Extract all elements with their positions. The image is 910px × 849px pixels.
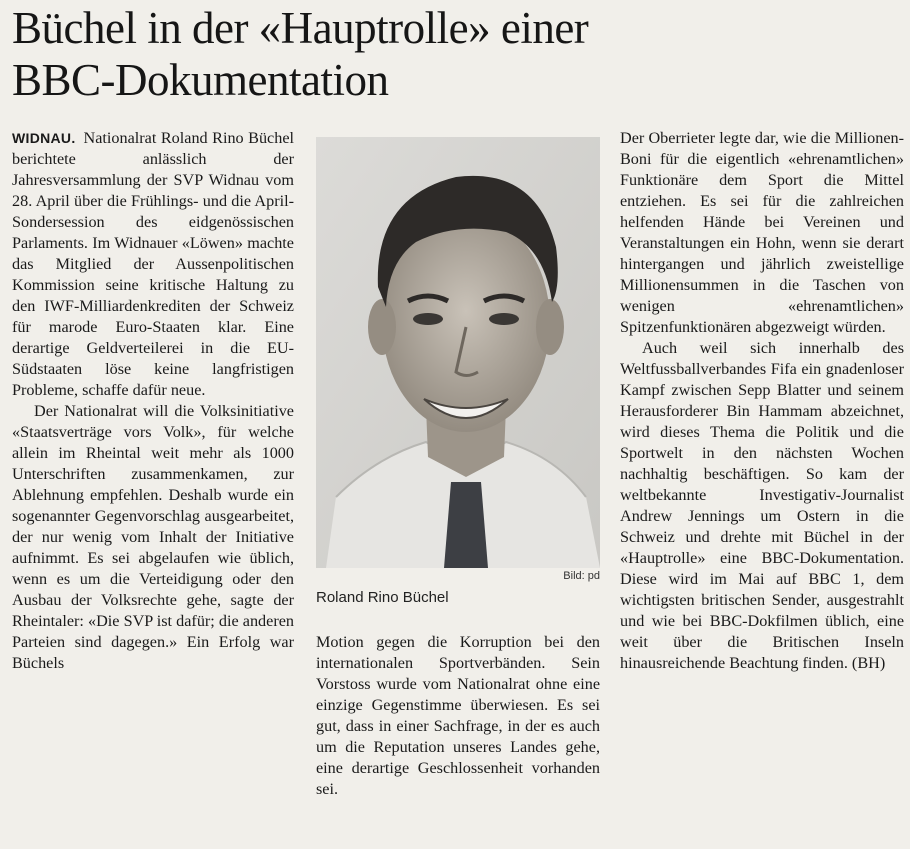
paragraph: Auch weil sich innerhalb des Weltfussballverbandes Fifa ein gnadenloser Kampf zwischen Sepp Blatter und seinem Herausforderer Bin Hammam abzeichnet, wird dieses Thema die Politik und die Sportwelt in den nächsten Wochen nachhaltig beschäftigen. So kam der weltbekannte Investigativ-Journalist Andrew Jennings um Ostern in die Schweiz und drehte mit Büchel in der «Hauptrolle» eine BBC-Dokumentation. Diese wird im Mai auf BBC 1, dem wichtigsten britischen Sender, ausgestrahlt und wie bei BBC-Dokfilmen üblich, eine weit über die Britischen Inseln hinausreichende Beachtung finden. (BH) bbox=[620, 339, 904, 672]
portrait-image bbox=[316, 137, 600, 568]
photo-caption: Roland Rino Büchel bbox=[316, 589, 449, 606]
paragraph: Der Oberrieter legte dar, wie die Millionen-Boni für die eigentlich «ehrenamtlichen» Funktionäre dem Sport die Mittel entziehen. Es sei für die zahlreichen helfenden Hände bei Vereinen und Veranstaltungen ein Hohn, wenn sie derart hintergangen und jährlich zweistellige Millionensummen in die Taschen von wenigen «ehrenamtlichen» Spitzenfunktionären abgezweigt würden. bbox=[620, 129, 904, 336]
headline-line-2: BBC-Dokumentation bbox=[12, 55, 389, 105]
dateline: WIDNAU. bbox=[12, 130, 76, 146]
headline-line-1: Büchel in der «Hauptrolle» einer bbox=[12, 3, 589, 53]
article-column-1 bbox=[12, 128, 294, 674]
paragraph-text: Nationalrat Roland Rino Büchel berichtete anlässlich der Jahresversammlung der SVP Widnau vom 28. April über die Frühlings- und die April-Sondersession des eidgenössischen Parlaments. Im Widnauer «Löwen» machte das Mitglied der Aussenpolitischen Kommission seine kritische Haltung zu den IWF-Milliardenkrediten der Schweiz für marode Euro-Staaten klar. Eine derartige Geldverteilerei in die EU-Südstaaten löse keine langfristigen Probleme, schaffe dafür neue. bbox=[12, 129, 294, 399]
paragraph: Der Nationalrat will die Volksinitiative «Staatsverträge vors Volk», für welche allein im Rheintal weit mehr als 1000 Unterschriften zusammenkamen, zur Ablehnung empfehlen. Deshalb wurde ein sogenannter Gegenvorschlag ausgearbeitet, der nur wenig vom Inhalt der Initiative aufnimmt. Es sei abgelaufen wie üblich, wenn es um die Verteidigung oder den Ausbau der Volksrechte gehe, sagte der Rheintaler: «Die SVP ist dafür; die anderen Parteien sind dagegen.» Ein Erfolg war Büchels bbox=[12, 402, 294, 672]
paragraph: Motion gegen die Korruption bei den internationalen Sportverbänden. Sein Vorstoss wurde vom Nationalrat ohne eine einzige Gegenstimme überwiesen. Es sei gut, dass in einer Sachfrage, in der es auch um die Reputation unseres Landes gehe, eine derartige Geschlossenheit vorhanden sei. bbox=[316, 633, 600, 798]
paragraph bbox=[12, 128, 294, 401]
article-column-2 bbox=[316, 632, 600, 800]
article-column-3 bbox=[620, 128, 904, 674]
photo-credit: Bild: pd bbox=[563, 570, 600, 582]
portrait-photo bbox=[316, 137, 600, 568]
headline bbox=[12, 2, 902, 106]
